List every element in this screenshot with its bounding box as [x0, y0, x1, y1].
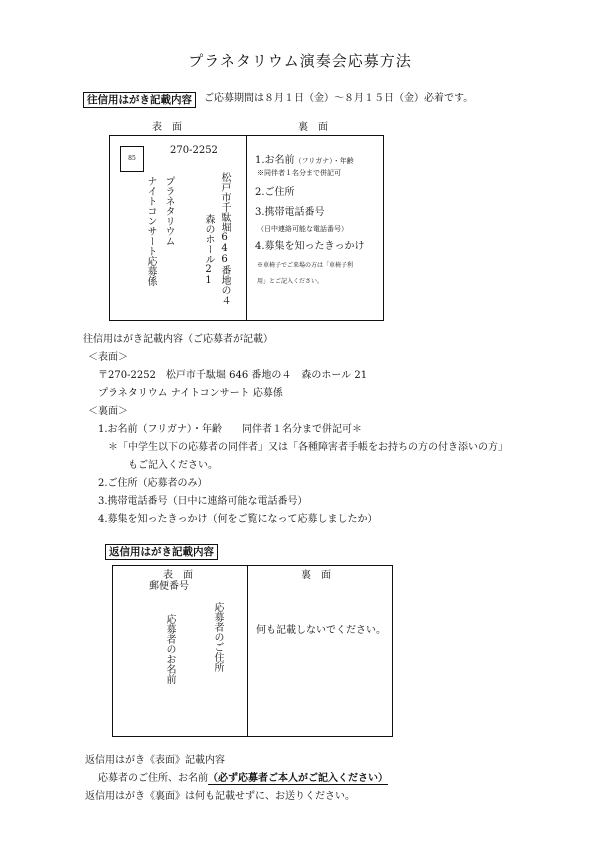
ofuku-desc-back-item-3: 3.携帯電話番号（日中に連絡可能な電話番号） [98, 496, 308, 507]
ofuku-desc-back-note-1: ＊「中学生以下の応募者の同伴者」又は「各種障害者手帳をお持ちの方の付き添いの方」 [108, 442, 508, 453]
back-item-phone: 3.携帯電話番号 [255, 207, 325, 218]
ofuku-back-header: 裏面 [298, 122, 338, 133]
henshin-label: 返信用はがき記載内容 [105, 544, 218, 560]
postal-code-label: 郵便番号 [149, 581, 189, 592]
page-title: プラネタリウム演奏会応募方法 [188, 52, 412, 70]
back-item-wheelchair-note-2: 用」とご記入ください。 [257, 278, 324, 285]
ofuku-front-card [109, 135, 247, 321]
back-item-companion-note: ※同伴者１名分まで併記可 [257, 169, 341, 177]
henshin-back-header: 裏面 [301, 570, 341, 581]
ofuku-desc-front-label: ＜表面＞ [88, 352, 128, 363]
ofuku-front-header: 表面 [152, 122, 192, 133]
ofuku-desc-front-address: 〒270-2252 松戸市千駄堀 646 番地の４ 森のホール 21 [98, 370, 368, 381]
henshin-section-label [105, 540, 218, 559]
recipient-line-2: ナイトコンサート応募係 [145, 176, 156, 286]
stamp-box: 85 [120, 146, 144, 172]
ofuku-desc-back-item-2: 2.ご住所（応募者のみ） [98, 478, 208, 489]
ofuku-section-label [83, 88, 196, 107]
henshin-back-card [247, 565, 393, 737]
henshin-front-header: 表面 [163, 570, 203, 581]
applicant-address-label: 応募者のご住所 [212, 602, 223, 672]
back-item-wheelchair-note-1: ※車椅子でご来場の方は「車椅子利 [257, 262, 354, 269]
application-period: ご応募期間は８月１日（金）～８月１５日（金）必着です。 [204, 93, 474, 104]
henshin-back-text: 何も記載しないでください。 [256, 625, 386, 636]
back-item-trigger: 4.募集を知ったきっかけ [255, 241, 365, 252]
address-line-2: 森のホール21 [203, 214, 214, 286]
address-line-1: 松戸市千駄堀646番地の４ [219, 172, 230, 305]
ofuku-desc-back-note-2: もご記入ください。 [128, 460, 218, 471]
henshin-desc-front-sub: 応募者のご住所、お名前（必ず応募者ご本人がご記入ください） [98, 773, 388, 784]
henshin-desc-front-emphasis: （必ず応募者ご本人がご記入ください） [208, 773, 388, 784]
henshin-desc-front: 返信用はがき《表面》記載内容 [85, 755, 225, 766]
back-item-address: 2.ご住所 [255, 187, 295, 198]
ofuku-desc-back-item-1: 1.お名前（フリガナ）・年齢 同伴者１名分まで併記可＊ [98, 424, 363, 435]
ofuku-back-card [246, 135, 384, 321]
ofuku-desc-front-recipient: プラネタリウム ナイトコンサート 応募係 [98, 388, 283, 399]
recipient-line-1: プラネタリウム [163, 176, 174, 246]
back-item-phone-note: （日中連絡可能な電話番号） [257, 225, 348, 233]
ofuku-label: 往信用はがき記載内容 [83, 92, 196, 108]
back-item-name: 1.お名前（フリガナ）・年齢 [255, 155, 354, 166]
henshin-front-card [112, 565, 248, 737]
ofuku-desc-back-label: ＜裏面＞ [88, 406, 128, 417]
postal-code: 270-2252 [170, 145, 218, 156]
ofuku-desc-heading: 往信用はがき記載内容（ご応募者が記載） [83, 334, 273, 345]
henshin-desc-back: 返信用はがき《裏面》は何も記載せずに、お送りください。 [85, 791, 355, 802]
ofuku-desc-back-item-4: 4.募集を知ったきっかけ（何をご覧になって応募しましたか） [98, 514, 378, 525]
applicant-name-label: 応募者のお名前 [164, 614, 175, 684]
